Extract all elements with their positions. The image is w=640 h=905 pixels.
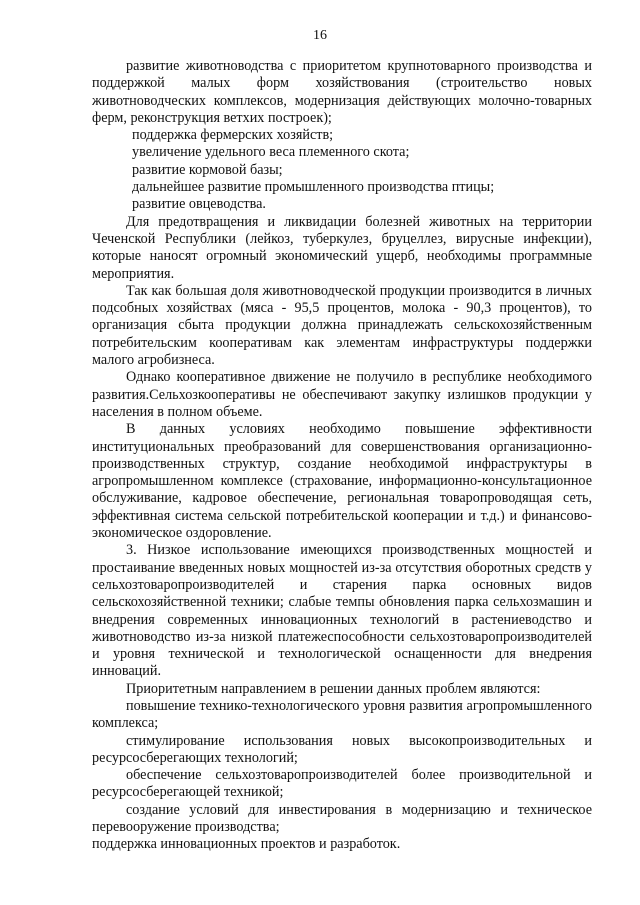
paragraph: Приоритетным направлением в решении данных проблем являются: <box>126 680 541 697</box>
paragraph: В данных условиях необходимо повышение эффективности институциональных преобразований для совершенствования организационно-производственных структур, создание необходимой инфраструктуры в агропромышленном комплексе (страхование, информационно-консультационное обслуживание, кадровое обеспечение, региональная товаропроводящая сеть, эффективная система сельской потребительской кооперации и т.д.) и финансово-экономическое оздоровление. <box>92 421 592 542</box>
list-item: поддержка фермерских хозяйств; <box>132 127 334 144</box>
list-item: увеличение удельного веса племенного скота; <box>132 144 410 161</box>
list-item: развитие кормовой базы; <box>132 161 283 178</box>
page-number: 16 <box>313 28 327 43</box>
list-item: дальнейшее развитие промышленного производства птицы; <box>132 179 495 196</box>
paragraph: Так как большая доля животноводческой продукции производится в личных подсобных хозяйствах (мяса - 95,5 процентов, молока - 90,3 процентов), то организация сбыта продукции должна принадлежать сельскохозяйственным потребительским кооперативам как элементам инфраструктуры поддержки малого агробизнеса. <box>92 282 592 369</box>
paragraph: поддержка инновационных проектов и разработок. <box>92 836 401 853</box>
paragraph: стимулирование использования новых высокопроизводительных и ресурсосберегающих технологий; <box>92 732 592 766</box>
paragraph: развитие животноводства с приоритетом крупнотоварного производства и поддержкой малых форм хозяйствования (строительство новых животноводческих комплексов, модернизация действующих молочно-товарных ферм, реконструкция ветхих построек); <box>92 58 592 126</box>
paragraph: создание условий для инвестирования в модернизацию и техническое перевооружение производства; <box>92 801 592 836</box>
paragraph: Для предотвращения и ликвидации болезней животных на территории Чеченской Республики (лейкоз, туберкулез, бруцеллез, вирусные инфекции), которые наносят огромный экономический ущерб, необходимы программные мероприятия. <box>92 213 592 282</box>
paragraph: обеспечение сельхозтоваропроизводителей более производительной и ресурсосберегающей техникой; <box>92 767 592 801</box>
paragraph: повышение технико-технологического уровня развития агропромышленного комплекса; <box>92 697 592 732</box>
paragraph: Однако кооперативное движение не получило в республике необходимого развития.Сельхозкооперативы не обеспечивают закупку излишков продукции у населения в полном объеме. <box>92 369 592 420</box>
document-body <box>92 58 592 854</box>
paragraph: 3. Низкое использование имеющихся производственных мощностей и простаивание введенных новых мощностей из-за отсутствия оборотных средств у сельхозтоваропроизводителей и старения парка основных видов сельскохозяйственной техники; слабые темпы обновления парка сельхозмашин и внедрения современных инновационных технологий в растениеводство и животноводство из-за низкой платежеспособности сельхозтоваропроизводителей и уровня технической и технологической оснащенности для внедрения инноваций. <box>92 542 592 680</box>
list-item: развитие овцеводства. <box>132 196 266 213</box>
